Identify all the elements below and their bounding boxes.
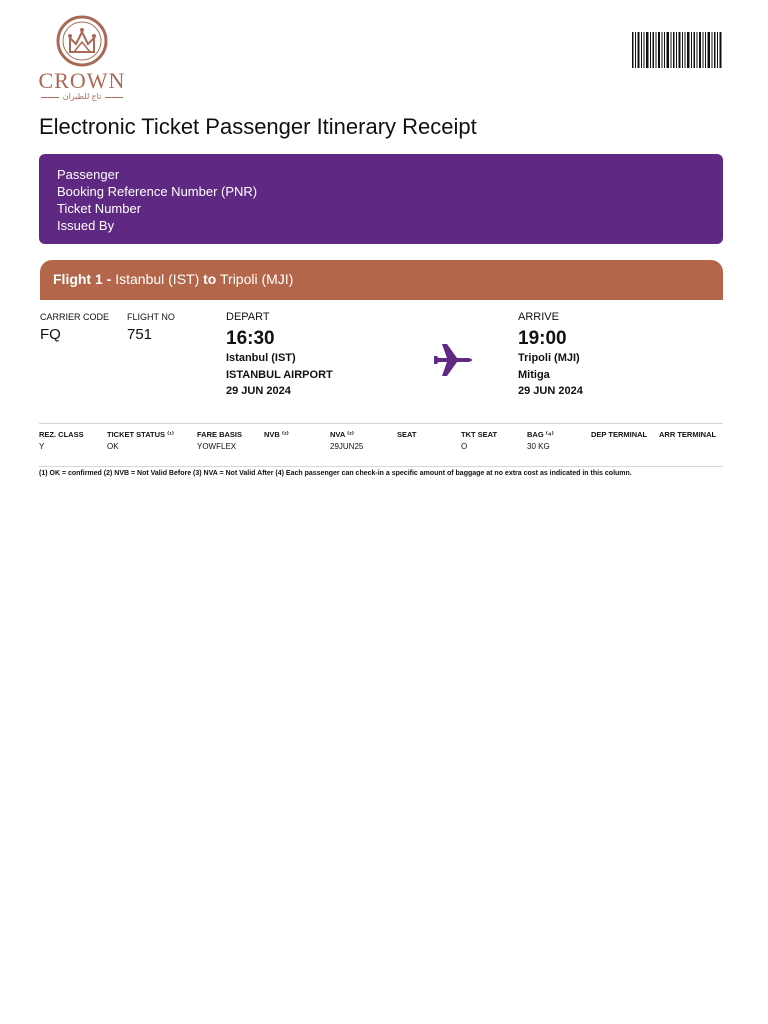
seat-header: SEAT [397,430,417,439]
arr-terminal-header: ARR TERMINAL [659,430,717,439]
crown-emblem-icon [54,14,110,68]
rez-class-value: Y [39,442,45,451]
tkt-seat-value: O [461,442,468,451]
flight-heading-to: Tripoli (MJI) [220,271,294,287]
pnr-label: Booking Reference Number (PNR) [57,184,258,199]
arrive-label: ARRIVE [518,311,559,323]
airplane-icon [433,342,473,378]
footnote: (1) OK = confirmed (2) NVB = Not Valid Before (3) NVA = Not Valid After (4) Each passenger can check-in a specific amount of baggage at no extra cost as indicated in this column. [39,470,632,477]
flight-heading-prefix: Flight 1 - [53,271,112,287]
ticket-status-value: OK [107,442,119,451]
flight-heading-from: Istanbul (IST) [115,271,200,287]
divider [39,466,723,467]
brand-arabic: تاج للطيران [62,92,102,101]
dep-terminal-header: DEP TERMINAL [591,430,648,439]
nvb-header: NVB ⁽²⁾ [264,430,289,439]
ticket-status-header: TICKET STATUS ⁽¹⁾ [107,430,174,439]
crown-logo [36,14,128,106]
carrier-code-value: FQ [40,326,61,343]
flight-no-label: FLIGHT NO [127,312,175,322]
depart-city: Istanbul (IST) [226,352,296,364]
passenger-label: Passenger [57,167,120,182]
passenger-info-box [39,154,723,244]
tkt-seat-header: TKT SEAT [461,430,498,439]
rez-class-header: REZ. CLASS [39,430,84,439]
bag-header: BAG ⁽⁴⁾ [527,430,554,439]
carrier-code-label: CARRIER CODE [40,312,110,322]
ticket-number-label: Ticket Number [57,201,142,216]
flight-no-value: 751 [127,326,153,343]
bag-value: 30 KG [527,442,550,451]
arrive-city: Tripoli (MJI) [518,352,580,364]
flight-heading [40,260,723,300]
fare-basis-header: FARE BASIS [197,430,243,439]
nva-header: NVA ⁽²⁾ [330,430,354,439]
fare-basis-value: YOWFLEX [197,442,237,451]
arrive-time: 19:00 [518,328,567,349]
depart-time: 16:30 [226,328,275,349]
arrive-airport: Mitiga [518,369,550,381]
brand-arabic-row [36,92,128,102]
barcode-icon [632,32,722,68]
depart-airport: ISTANBUL AIRPORT [226,369,333,381]
nva-value: 29JUN25 [330,442,364,451]
depart-date: 29 JUN 2024 [226,385,291,397]
divider [39,423,723,424]
issued-by-label: Issued By [57,218,115,233]
arrive-date: 29 JUN 2024 [518,385,583,397]
page-title: Electronic Ticket Passenger Itinerary Receipt [39,114,477,139]
depart-label: DEPART [226,311,270,323]
flight-heading-to-word: to [203,271,217,287]
brand-name: CROWN [38,68,126,93]
